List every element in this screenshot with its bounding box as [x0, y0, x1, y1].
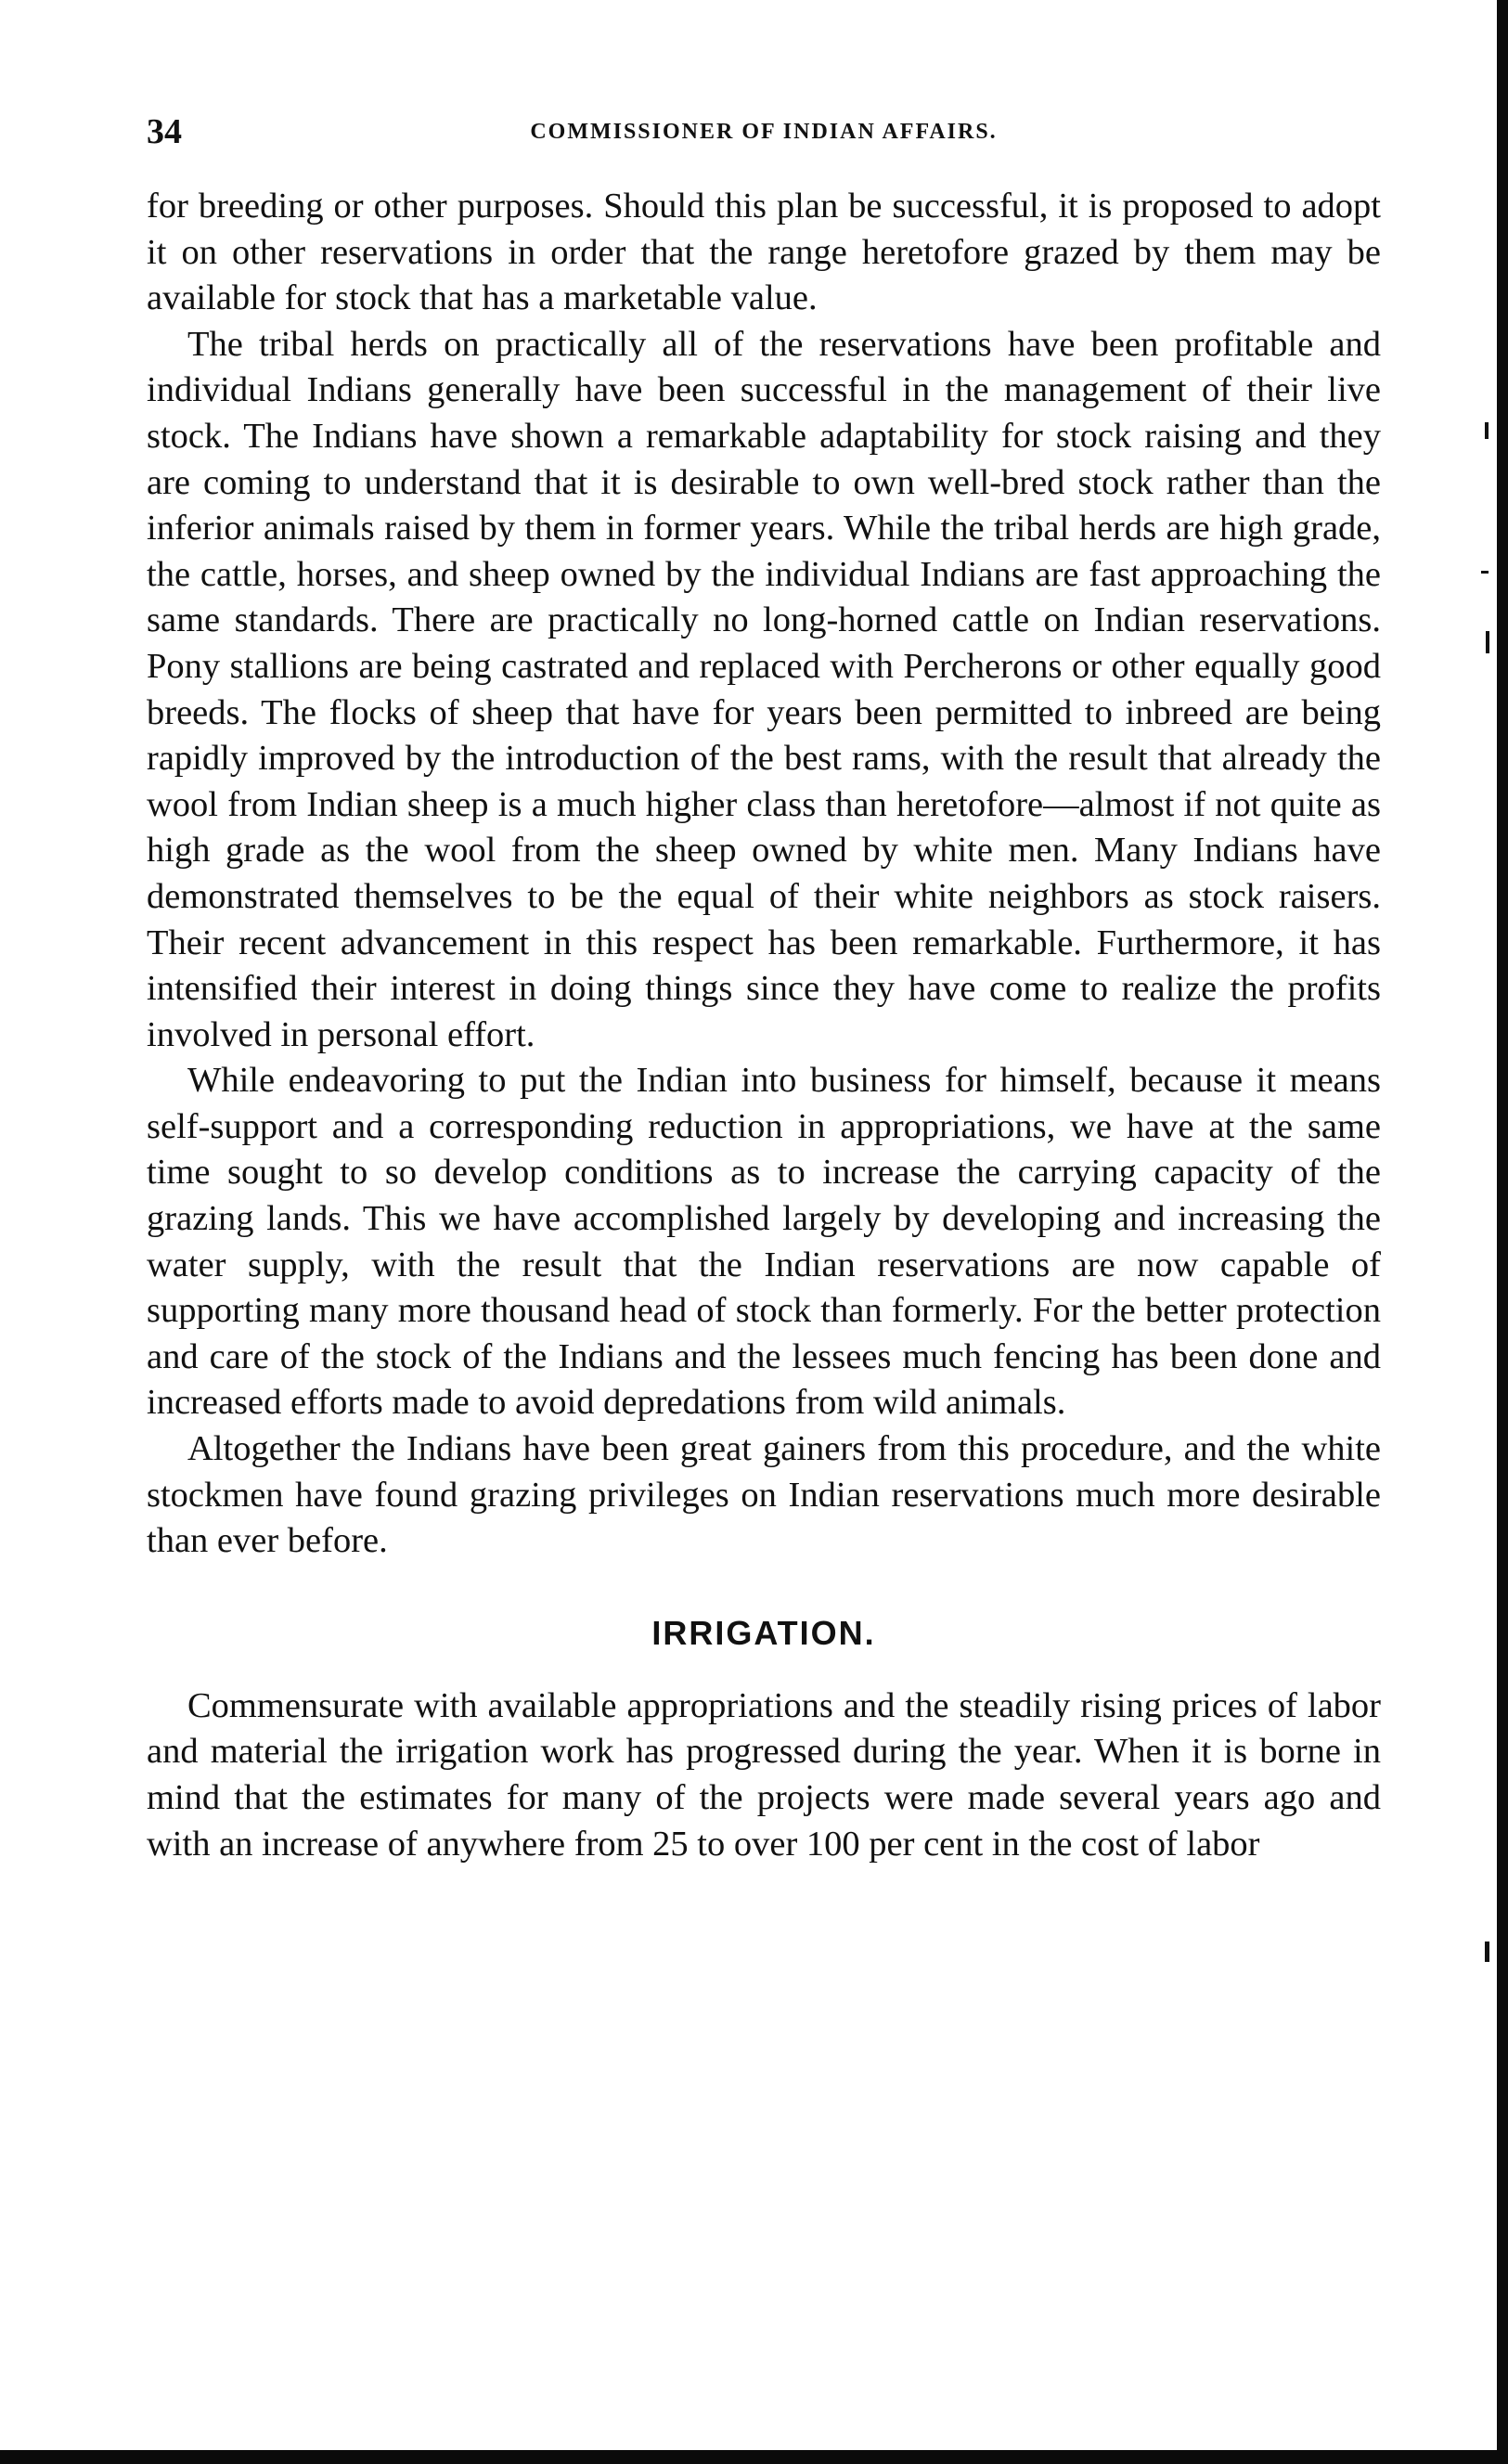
paragraph-grazing-lands: While endeavoring to put the Indian into business for himself, because it means self-support and a corresponding reduction in appropriations, we have at the same time sought to so develop conditions as to increase the carrying capacity of the grazing lands. This we have accomplished largely by developing and increasing the water supply, with the result that the Indian reservations are now capable of supporting many more thousand head of stock than formerly. For the better protection and care of the stock of the Indians and the lessees much fencing has been done and increased efforts made to avoid depredations from wild animals.: [147, 1061, 1381, 1423]
body-text: [147, 184, 1381, 1867]
paragraph-conclusion: Altogether the Indians have been great gainers from this procedure, and the white stockmen have found grazing privileges on Indian reservations much more desirable than ever before.: [147, 1429, 1381, 1561]
scan-mark: [1481, 571, 1489, 574]
scan-mark: [1485, 1942, 1489, 1962]
running-head: COMMISSIONER OF INDIAN AFFAIRS.: [530, 120, 998, 144]
page-number: 34: [147, 112, 182, 151]
scan-mark: [1485, 422, 1489, 439]
scan-mark: [1486, 631, 1489, 653]
paragraph-continuation: for breeding or other purposes. Should this plan be successful, it is proposed to adopt it on other reservations in order that the range heretofore grazed by them may be available for stock that has a marketable value.: [147, 187, 1381, 318]
page-header: [147, 104, 1381, 160]
paragraph-irrigation: Commensurate with available appropriations and the steadily rising prices of labor and material the irrigation work has progressed during the year. When it is borne in mind that the estimates for many of the projects were made several years ago and with an increase of anywhere from 25 to over 100 per cent in the cost of labor: [147, 1685, 1381, 1864]
section-heading-irrigation: IRRIGATION.: [651, 1613, 876, 1652]
paragraph-tribal-herds: The tribal herds on practically all of the reservations have been profitable and individual Indians generally have been successful in the management of their live stock. The Indians have shown a remarkable adaptability for stock raising and they are coming to understand that it is desirable to own well-bred stock rather than the inferior animals raised by them in former years. While the tribal herds are high grade, the cattle, horses, and sheep owned by the individual Indians are fast approaching the same standards. There are practically no long-horned cattle on Indian reservations. Pony stallions are being castrated and replaced with Percherons or other equally good breeds. The flocks of sheep that have for years been permitted to inbreed are being rapidly improved by the introduction of the best rams, with the result that already the wool from Indian sheep is a much higher class than heretofore—almost if not quite as high grade as the wool from the sheep owned by white men. Many Indians have demonstrated themselves to be the equal of their white neighbors as stock raisers. Their recent advancement in this respect has been remarkable. Furthermore, it has intensified their interest in doing things since they have come to realize the profits involved in personal effort.: [147, 324, 1381, 1054]
scan-edge-bottom: [0, 2450, 1508, 2464]
scan-edge-right: [1497, 0, 1508, 2464]
